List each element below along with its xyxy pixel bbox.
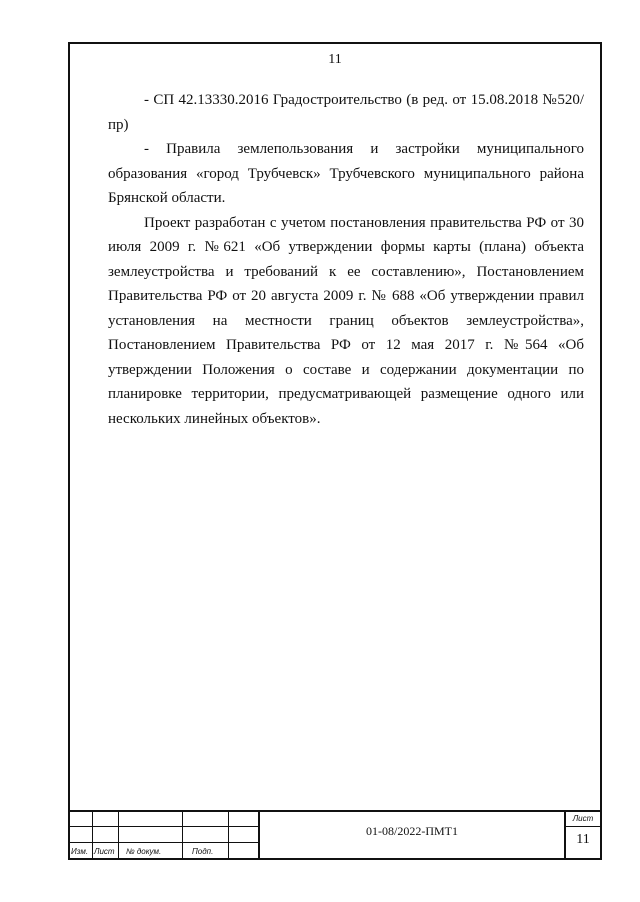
grid-col-line	[228, 812, 229, 858]
grid-col-line	[118, 812, 119, 858]
paragraph-sp-reference: - СП 42.13330.2016 Градостроительство (в ред. от 15.08.2018 №520/пр)	[108, 92, 584, 133]
sheet-label: Лист	[566, 814, 600, 827]
grid-col-line	[92, 812, 93, 858]
title-block	[70, 810, 600, 858]
label-list: Лист	[94, 847, 115, 856]
document-code: 01-08/2022-ПМТ1	[366, 824, 458, 838]
grid-col-line	[182, 812, 183, 858]
label-izm: Изм.	[71, 847, 89, 856]
page-number-top: 11	[328, 52, 342, 67]
sheet-box	[564, 812, 600, 858]
title-block-grid	[70, 812, 260, 858]
paragraph-project-basis: Проект разработан с учетом постановления правительства РФ от 30 июля 2009 г. №621 «Об утверждении формы карты (плана) объекта землеустройства и требований к ее составлению», Постановлением Правительства РФ от 20 августа 2009 г. № 688 «Об утверждении правил установления на местности границ объектов землеустройства», Постановлением Правительства РФ от 12 мая 2017 г. №564 «Об утверждении Положения о составе и содержании документации по планировке территории, предусматривающей размещение одного или нескольких линейных объектов».	[108, 214, 584, 427]
label-signature: Подп.	[192, 847, 214, 856]
label-doc-no: № докум.	[126, 847, 162, 856]
paragraph-land-rules: - Правила землепользования и застройки муниципального образования «город Трубчевск» Трубчевского муниципального района Брянской области.	[108, 141, 584, 206]
sheet-number: 11	[576, 832, 590, 847]
grid-row-line	[70, 826, 258, 827]
page-frame	[68, 42, 602, 860]
document-body	[108, 88, 584, 431]
grid-row-line	[70, 842, 258, 843]
